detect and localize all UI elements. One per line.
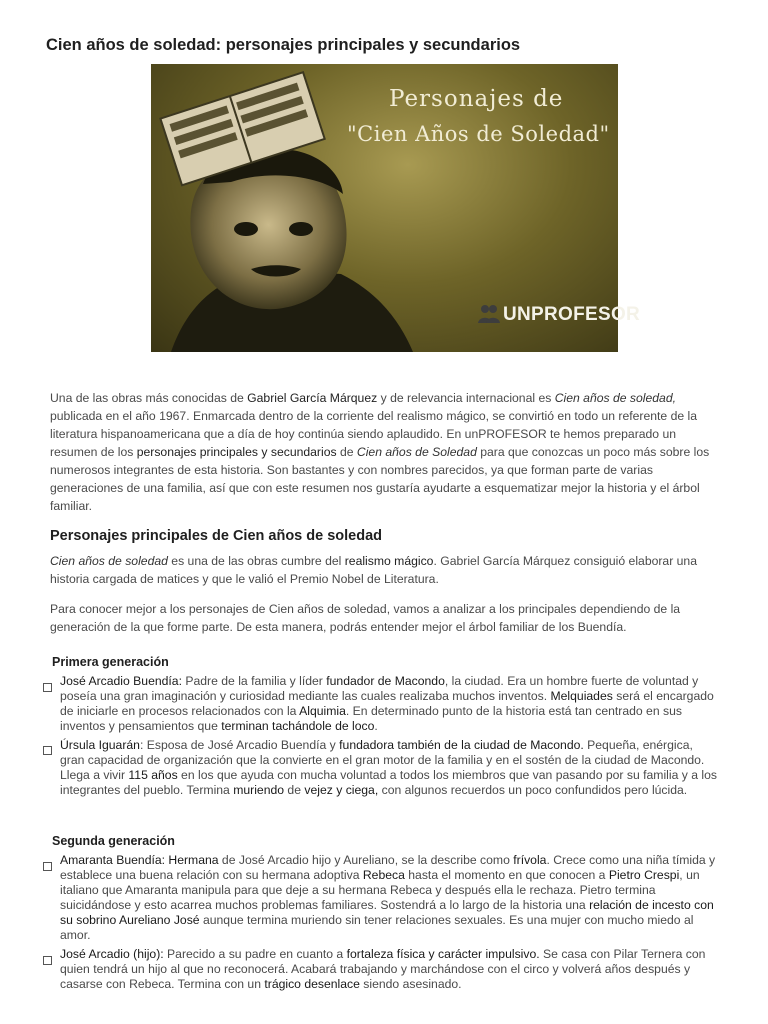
page-title: Cien años de soledad: personajes principales y secundarios (46, 36, 521, 54)
realismo-magico-link[interactable]: realismo mágico (344, 554, 434, 568)
checkbox-icon (43, 862, 52, 871)
section-paragraph-2: Para conocer mejor a los personajes de Cien años de soledad, vamos a analizar a los principales dependiendo de la generación de la que forme parte. De esta manera, podrás entender mejor el árbol familiar de los Buendía. (50, 602, 681, 634)
gen2-heading: Segunda generación (52, 834, 175, 848)
brand-name: UNPROFESOR (503, 304, 641, 325)
hero-image (151, 64, 641, 352)
section-heading-principales: Personajes principales de Cien años de soledad (50, 528, 383, 544)
hero-line-1: Personajes de (389, 86, 564, 112)
checkbox-icon (43, 956, 52, 965)
list-item: José Arcadio Buendía: Padre de la familia y líder fundador de Macondo, la ciudad. Era un hombre fuerte de voluntad y poseía una gran imaginación y curiosidad mediante las cuales realizaba muchos inventos. Melquiades será el encargado de iniciarle en procesos relacionados con la Alquimia. En determinado punto de la historia está tan centrado en sus inventos y pensamientos que terminan tachándole de loco. (60, 674, 714, 733)
checkbox-icon (43, 683, 52, 692)
gen1-heading: Primera generación (52, 655, 169, 669)
checkbox-icon (43, 746, 52, 755)
section-paragraph-1: Cien años de soledad es una de las obras cumbre del realismo mágico. Gabriel García Márquez consiguió elaborar una historia cargada de matices y que le valió el Premio Nobel de Literatura. (50, 554, 697, 586)
unprofesor-logo-icon (477, 303, 501, 325)
list-item: José Arcadio (hijo): Parecido a su padre en cuanto a fortaleza física y carácter impulsivo. Se casa con Pilar Ternera con quien tendrá un hijo al que no reconocerá. Acabará trabajando y marchándose con el circo y volverá años después y casarse con Rebeca. Termina con un trágico desenlace siendo asesinado. (60, 947, 706, 991)
hero-line-2: "Cien Años de Soledad" (347, 122, 610, 146)
list-item: Amaranta Buendía: Hermana de José Arcadio hijo y Aureliano, se la describe como frívola. Crece como una niña tímida y establece una buena relación con su hermana adoptiva Rebeca hasta el momento en que conocen a Pietro Crespi, un italiano que Amaranta manipula para que deje a su hermana Rebeca y después ella le rechaza. Pietro termina suicidándose y esto acarrea muchos problemas familiares. Sostendrá a lo largo de la historia una relación de incesto con su sobrino Aureliano José aunque termina muriendo sin tener relaciones sexuales. Es una mujer con mucho miedo al amor. (60, 853, 716, 942)
author-link[interactable]: Gabriel García Márquez (247, 391, 378, 405)
list-item: Úrsula Iguarán: Esposa de José Arcadio Buendía y fundadora también de la ciudad de Macondo. Pequeña, enérgica, gran capacidad de organización que la convierte en el gran motor de la familia y en el sostén de la ciudad de Macondo. Llega a vivir 115 años en los que ayuda con mucha voluntad a todos los miembros que van pasando por su familia y a los integrantes del pueblo. Termina muriendo de vejez y ciega, con algunos recuerdos un poco confundidos pero lúcida. (60, 738, 717, 797)
intro-paragraph: Una de las obras más conocidas de Gabriel García Márquez y de relevancia internacional es Cien años de soledad, publicada en el año 1967. Enmarcada dentro de la corriente del realismo mágico, se convirtió en todo un referente de la literatura hispanoamericana que a día de hoy continúa siendo aplaudido. En unPROFESOR te hemos preparado un resumen de los personajes principales y secundarios de Cien años de Soledad para que conozcas un poco más sobre los numerosos integrantes de esta historia. Son bastantes y con nombres parecidos, ya que forman parte de varias generaciones de una familia, así que con este resumen nos gustaría ayudarte a esquematizar mejor la historia y el árbol familiar. (50, 391, 710, 513)
